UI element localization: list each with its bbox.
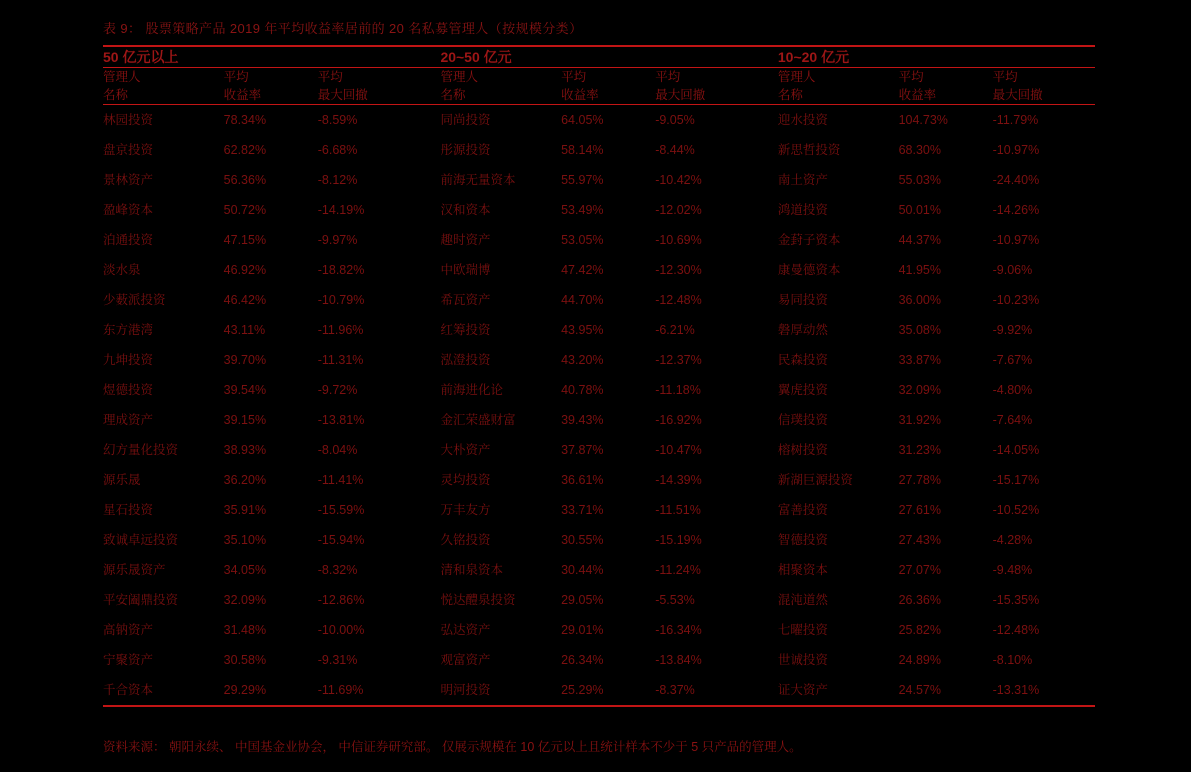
cell-avg-return: 29.05% (561, 593, 604, 608)
cell-gap (420, 345, 440, 375)
table-row (103, 405, 1095, 435)
cell-manager-name: 前海进化论 (440, 383, 503, 398)
cell-max-drawdown: -16.34% (655, 623, 702, 638)
table-row (103, 225, 1095, 255)
cell-manager-name: 宁聚资产 (103, 653, 154, 668)
cell-manager-name: 少薮派投资 (103, 293, 166, 308)
header-name-line1: 管理人 (440, 70, 478, 84)
table-row (103, 645, 1095, 675)
cell-max-drawdown: -12.48% (992, 623, 1040, 638)
header-return-line1: 平均 (561, 70, 587, 84)
cell-avg-return: 29.29% (223, 683, 267, 698)
cell-gap (420, 255, 440, 285)
cell-gap (420, 165, 440, 195)
cell-manager-name: 致诚卓远投资 (103, 533, 179, 548)
header-return-line2: 收益率 (561, 88, 599, 103)
header-name-line2: 名称 (777, 88, 803, 103)
cell-avg-return: 30.55% (561, 533, 604, 548)
cell-avg-return: 36.00% (898, 293, 941, 308)
group-header-row (103, 47, 1095, 67)
table-row (103, 315, 1095, 345)
cell-manager-name: 金汇荣盛财富 (440, 413, 516, 428)
cell-manager-name: 灵均投资 (440, 473, 491, 488)
cell-gap (420, 195, 440, 225)
cell-manager-name: 金葑子资本 (777, 233, 841, 248)
cell-max-drawdown: -15.19% (655, 533, 702, 548)
table-container (103, 18, 1095, 707)
cell-gap (757, 195, 777, 225)
cell-manager-name: 民森投资 (777, 353, 828, 368)
cell-manager-name: 趣时资产 (440, 233, 491, 248)
cell-avg-return: 31.92% (898, 413, 941, 428)
cell-avg-return: 32.09% (223, 593, 267, 608)
cell-max-drawdown: -11.24% (655, 563, 701, 578)
header-drawdown-line1: 平均 (992, 70, 1018, 84)
cell-avg-return: 55.97% (561, 173, 604, 188)
cell-manager-name: 混沌道然 (777, 593, 828, 608)
group-label-small: 10~20 亿元 (777, 49, 850, 65)
cell-avg-return: 41.95% (898, 263, 941, 278)
cell-max-drawdown: -8.10% (992, 653, 1033, 668)
cell-max-drawdown: -10.97% (992, 233, 1040, 248)
cell-gap (420, 105, 440, 135)
table-row (103, 675, 1095, 705)
cell-max-drawdown: -6.68% (317, 143, 358, 158)
cell-manager-name: 南土资产 (777, 173, 828, 188)
cell-gap (420, 375, 440, 405)
header-drawdown-3 (993, 68, 1095, 104)
cell-manager-name: 智德投资 (777, 533, 828, 548)
cell-avg-return: 68.30% (898, 143, 941, 158)
cell-max-drawdown: -16.92% (655, 413, 702, 428)
cell-gap (757, 675, 777, 705)
cell-manager-name: 源乐晟资产 (103, 563, 166, 578)
cell-avg-return: 50.72% (223, 203, 267, 218)
cell-avg-return: 47.42% (561, 263, 604, 278)
table-row (103, 555, 1095, 585)
cell-avg-return: 33.87% (898, 353, 941, 368)
cell-gap (757, 105, 777, 135)
header-name-line2: 名称 (103, 88, 129, 103)
cell-gap (420, 435, 440, 465)
cell-max-drawdown: -4.28% (992, 533, 1033, 548)
cell-gap (757, 525, 777, 555)
table-row (103, 435, 1095, 465)
cell-avg-return: 24.57% (898, 683, 941, 698)
cell-max-drawdown: -11.51% (655, 503, 701, 518)
cell-avg-return: 39.15% (223, 413, 267, 428)
header-drawdown-2 (655, 68, 757, 104)
cell-manager-name: 久铭投资 (440, 533, 491, 548)
cell-avg-return: 35.08% (898, 323, 941, 338)
cell-max-drawdown: -24.40% (992, 173, 1040, 188)
cell-avg-return: 27.43% (898, 533, 941, 548)
source-note: 资料来源： 朝阳永续、 中国基金业协会， 中信证券研究部。 仅展示规模在 10 亿元以上且统计样本不少于 5 只产品的管理人。 (103, 740, 802, 754)
cell-avg-return: 26.36% (898, 593, 941, 608)
cell-max-drawdown: -8.37% (655, 683, 695, 698)
cell-gap (420, 225, 440, 255)
cell-avg-return: 43.11% (223, 323, 266, 338)
header-gap-1 (420, 68, 440, 104)
cell-manager-name: 中欧瑞博 (440, 263, 491, 278)
cell-max-drawdown: -14.26% (992, 203, 1040, 218)
cell-max-drawdown: -13.84% (655, 653, 702, 668)
cell-gap (420, 135, 440, 165)
cell-manager-name: 证大资产 (777, 683, 828, 698)
cell-max-drawdown: -8.32% (317, 563, 358, 578)
cell-avg-return: 50.01% (898, 203, 941, 218)
cell-gap (757, 285, 777, 315)
table-row (103, 165, 1095, 195)
cell-manager-name: 磐厚动然 (777, 323, 828, 338)
cell-gap (757, 165, 777, 195)
cell-max-drawdown: -9.05% (655, 113, 695, 128)
header-drawdown-line2: 最大回撤 (655, 88, 706, 103)
cell-gap (757, 345, 777, 375)
cell-avg-return: 30.44% (561, 563, 604, 578)
table-row (103, 375, 1095, 405)
cell-manager-name: 理成资产 (103, 413, 154, 428)
cell-avg-return: 47.15% (223, 233, 267, 248)
cell-gap (757, 495, 777, 525)
cell-avg-return: 27.07% (898, 563, 941, 578)
cell-max-drawdown: -11.69% (317, 683, 364, 698)
cell-avg-return: 39.54% (223, 383, 267, 398)
cell-max-drawdown: -8.44% (655, 143, 695, 158)
cell-max-drawdown: -12.37% (655, 353, 702, 368)
header-drawdown-line2: 最大回撤 (992, 88, 1043, 103)
cell-gap (420, 615, 440, 645)
cell-max-drawdown: -9.72% (317, 383, 358, 398)
cell-gap (757, 555, 777, 585)
cell-avg-return: 32.09% (898, 383, 941, 398)
cell-manager-name: 前海无量资本 (440, 173, 516, 188)
cell-max-drawdown: -10.23% (992, 293, 1040, 308)
cell-manager-name: 悦达醴泉投资 (440, 593, 516, 608)
cell-max-drawdown: -9.97% (317, 233, 358, 248)
table-row (103, 135, 1095, 165)
cell-avg-return: 56.36% (223, 173, 267, 188)
cell-avg-return: 34.05% (223, 563, 267, 578)
cell-manager-name: 高钠资产 (103, 623, 154, 638)
cell-gap (420, 315, 440, 345)
cell-avg-return: 43.95% (561, 323, 604, 338)
cell-max-drawdown: -10.69% (655, 233, 702, 248)
cell-avg-return: 35.10% (223, 533, 267, 548)
cell-manager-name: 榕树投资 (777, 443, 828, 458)
cell-manager-name: 九坤投资 (103, 353, 154, 368)
header-name-1 (103, 68, 224, 104)
cell-gap (420, 285, 440, 315)
cell-manager-name: 万丰友方 (440, 503, 491, 518)
cell-max-drawdown: -8.59% (317, 113, 358, 128)
cell-max-drawdown: -13.81% (317, 413, 365, 428)
cell-gap (420, 645, 440, 675)
cell-max-drawdown: -12.02% (655, 203, 702, 218)
cell-max-drawdown: -10.52% (992, 503, 1040, 518)
cell-manager-name: 新湖巨源投资 (777, 473, 853, 488)
cell-max-drawdown: -14.05% (992, 443, 1040, 458)
cell-gap (757, 135, 777, 165)
cell-avg-return: 46.42% (223, 293, 267, 308)
table-body (103, 105, 1095, 705)
cell-avg-return: 36.61% (561, 473, 604, 488)
group-gap-1 (420, 47, 440, 67)
column-header-row (103, 68, 1095, 104)
cell-manager-name: 信璞投资 (777, 413, 828, 428)
cell-manager-name: 景林资产 (103, 173, 154, 188)
cell-manager-name: 新思哲投资 (777, 143, 841, 158)
cell-gap (420, 585, 440, 615)
header-name-3 (778, 68, 899, 104)
table-row (103, 255, 1095, 285)
table-row (103, 465, 1095, 495)
cell-avg-return: 25.82% (898, 623, 941, 638)
header-return-line2: 收益率 (898, 88, 937, 103)
cell-gap (420, 675, 440, 705)
cell-manager-name: 东方港湾 (103, 323, 154, 338)
cell-gap (757, 255, 777, 285)
cell-gap (420, 405, 440, 435)
cell-manager-name: 七曜投资 (777, 623, 828, 638)
cell-gap (757, 225, 777, 255)
cell-max-drawdown: -7.64% (992, 413, 1033, 428)
cell-gap (420, 465, 440, 495)
cell-gap (757, 465, 777, 495)
header-drawdown-line1: 平均 (655, 70, 681, 84)
cell-avg-return: 39.70% (223, 353, 267, 368)
cell-avg-return: 25.29% (561, 683, 604, 698)
cell-max-drawdown: -6.21% (655, 323, 695, 338)
cell-avg-return: 39.43% (561, 413, 604, 428)
cell-manager-name: 希瓦资产 (440, 293, 491, 308)
cell-manager-name: 富善投资 (777, 503, 828, 518)
cell-max-drawdown: -11.31% (317, 353, 364, 368)
cell-manager-name: 泊通投资 (103, 233, 154, 248)
cell-manager-name: 弘达资产 (440, 623, 491, 638)
cell-avg-return: 46.92% (223, 263, 267, 278)
cell-manager-name: 世诚投资 (777, 653, 828, 668)
cell-gap (757, 375, 777, 405)
cell-max-drawdown: -14.39% (655, 473, 702, 488)
cell-avg-return: 58.14% (561, 143, 604, 158)
cell-manager-name: 迎水投资 (777, 113, 828, 128)
cell-max-drawdown: -15.35% (992, 593, 1040, 608)
cell-max-drawdown: -9.92% (992, 323, 1033, 338)
header-gap-2 (757, 68, 777, 104)
table-row (103, 495, 1095, 525)
cell-avg-return: 37.87% (561, 443, 604, 458)
cell-manager-name: 煜德投资 (103, 383, 154, 398)
cell-manager-name: 明河投资 (440, 683, 491, 698)
table-row (103, 615, 1095, 645)
cell-max-drawdown: -9.06% (992, 263, 1033, 278)
cell-gap (757, 645, 777, 675)
cell-manager-name: 千合资本 (103, 683, 154, 698)
cell-manager-name: 大朴资产 (440, 443, 491, 458)
header-return-line1: 平均 (223, 70, 249, 84)
cell-max-drawdown: -7.67% (992, 353, 1033, 368)
header-return-line1: 平均 (898, 70, 924, 84)
cell-manager-name: 相聚资本 (777, 563, 828, 578)
cell-manager-name: 平安阖鼎投资 (103, 593, 179, 608)
cell-avg-return: 35.91% (223, 503, 267, 518)
cell-max-drawdown: -11.18% (655, 383, 701, 398)
header-drawdown-line1: 平均 (317, 70, 343, 84)
header-drawdown-1 (318, 68, 420, 104)
cell-avg-return: 40.78% (561, 383, 604, 398)
cell-manager-name: 康曼德资本 (777, 263, 841, 278)
cell-max-drawdown: -11.79% (992, 113, 1039, 128)
cell-avg-return: 53.05% (561, 233, 604, 248)
cell-max-drawdown: -10.47% (655, 443, 702, 458)
cell-max-drawdown: -15.59% (317, 503, 365, 518)
header-name-2 (440, 68, 561, 104)
header-drawdown-line2: 最大回撤 (317, 88, 368, 103)
cell-manager-name: 盘京投资 (103, 143, 154, 158)
cell-manager-name: 源乐晟 (103, 473, 141, 488)
cell-avg-return: 53.49% (561, 203, 604, 218)
cell-manager-name: 盈峰资本 (103, 203, 154, 218)
cell-manager-name: 幻方量化投资 (103, 443, 179, 458)
table-row (103, 585, 1095, 615)
cell-max-drawdown: -18.82% (317, 263, 365, 278)
cell-manager-name: 易同投资 (777, 293, 828, 308)
cell-avg-return: 29.01% (561, 623, 604, 638)
cell-manager-name: 彤源投资 (440, 143, 491, 158)
cell-max-drawdown: -15.94% (317, 533, 365, 548)
header-return-line2: 收益率 (223, 88, 262, 103)
cell-max-drawdown: -11.96% (317, 323, 364, 338)
cell-avg-return: 31.48% (223, 623, 267, 638)
cell-avg-return: 104.73% (898, 113, 948, 128)
cell-gap (757, 405, 777, 435)
cell-gap (420, 555, 440, 585)
cell-gap (757, 615, 777, 645)
cell-manager-name: 清和泉资本 (440, 563, 503, 578)
cell-max-drawdown: -5.53% (655, 593, 695, 608)
header-return-2 (561, 68, 655, 104)
cell-avg-return: 24.89% (898, 653, 941, 668)
table-row (103, 525, 1095, 555)
cell-avg-return: 38.93% (223, 443, 267, 458)
rule-bottom (103, 705, 1095, 707)
cell-max-drawdown: -13.31% (992, 683, 1040, 698)
cell-max-drawdown: -12.30% (655, 263, 702, 278)
header-name-line1: 管理人 (777, 70, 816, 84)
header-return-3 (899, 68, 993, 104)
table-row (103, 105, 1095, 135)
cell-max-drawdown: -14.19% (317, 203, 365, 218)
cell-max-drawdown: -12.86% (317, 593, 365, 608)
cell-manager-name: 观富资产 (440, 653, 491, 668)
cell-avg-return: 62.82% (223, 143, 267, 158)
cell-avg-return: 33.71% (561, 503, 604, 518)
cell-avg-return: 78.34% (223, 113, 267, 128)
table-row (103, 285, 1095, 315)
cell-gap (757, 435, 777, 465)
cell-avg-return: 30.58% (223, 653, 267, 668)
cell-avg-return: 44.37% (898, 233, 941, 248)
cell-manager-name: 鸿道投资 (777, 203, 828, 218)
cell-max-drawdown: -12.48% (655, 293, 702, 308)
cell-avg-return: 31.23% (898, 443, 941, 458)
header-name-line1: 管理人 (103, 70, 141, 84)
cell-max-drawdown: -8.04% (317, 443, 358, 458)
table-row (103, 345, 1095, 375)
cell-manager-name: 淡水泉 (103, 263, 141, 278)
cell-max-drawdown: -9.48% (992, 563, 1033, 578)
cell-manager-name: 林园投资 (103, 113, 154, 128)
group-label-mid: 20~50 亿元 (440, 49, 512, 65)
cell-avg-return: 26.34% (561, 653, 604, 668)
table-row (103, 195, 1095, 225)
cell-max-drawdown: -10.97% (992, 143, 1040, 158)
group-gap-2 (757, 47, 777, 67)
cell-avg-return: 43.20% (561, 353, 604, 368)
cell-max-drawdown: -4.80% (992, 383, 1033, 398)
cell-max-drawdown: -8.12% (317, 173, 358, 188)
cell-avg-return: 55.03% (898, 173, 941, 188)
cell-avg-return: 44.70% (561, 293, 604, 308)
ranking-table (103, 47, 1095, 705)
group-label-large: 50 亿元以上 (103, 49, 179, 65)
cell-max-drawdown: -10.00% (317, 623, 365, 638)
cell-max-drawdown: -15.17% (992, 473, 1040, 488)
cell-gap (420, 495, 440, 525)
cell-avg-return: 27.78% (898, 473, 941, 488)
cell-manager-name: 翼虎投资 (777, 383, 828, 398)
cell-gap (757, 585, 777, 615)
header-name-line2: 名称 (440, 88, 466, 103)
cell-gap (757, 315, 777, 345)
cell-max-drawdown: -9.31% (317, 653, 358, 668)
cell-max-drawdown: -11.41% (317, 473, 364, 488)
cell-avg-return: 64.05% (561, 113, 604, 128)
cell-manager-name: 汉和资本 (440, 203, 491, 218)
cell-manager-name: 红筹投资 (440, 323, 491, 338)
cell-max-drawdown: -10.79% (317, 293, 365, 308)
cell-manager-name: 泓澄投资 (440, 353, 491, 368)
table-caption: 表 9： 股票策略产品 2019 年平均收益率居前的 20 名私募管理人（按规模分类） (103, 21, 583, 36)
header-return-1 (224, 68, 318, 104)
cell-avg-return: 27.61% (898, 503, 941, 518)
cell-gap (420, 525, 440, 555)
cell-manager-name: 星石投资 (103, 503, 154, 518)
cell-manager-name: 同尚投资 (440, 113, 491, 128)
cell-max-drawdown: -10.42% (655, 173, 702, 188)
cell-avg-return: 36.20% (223, 473, 267, 488)
